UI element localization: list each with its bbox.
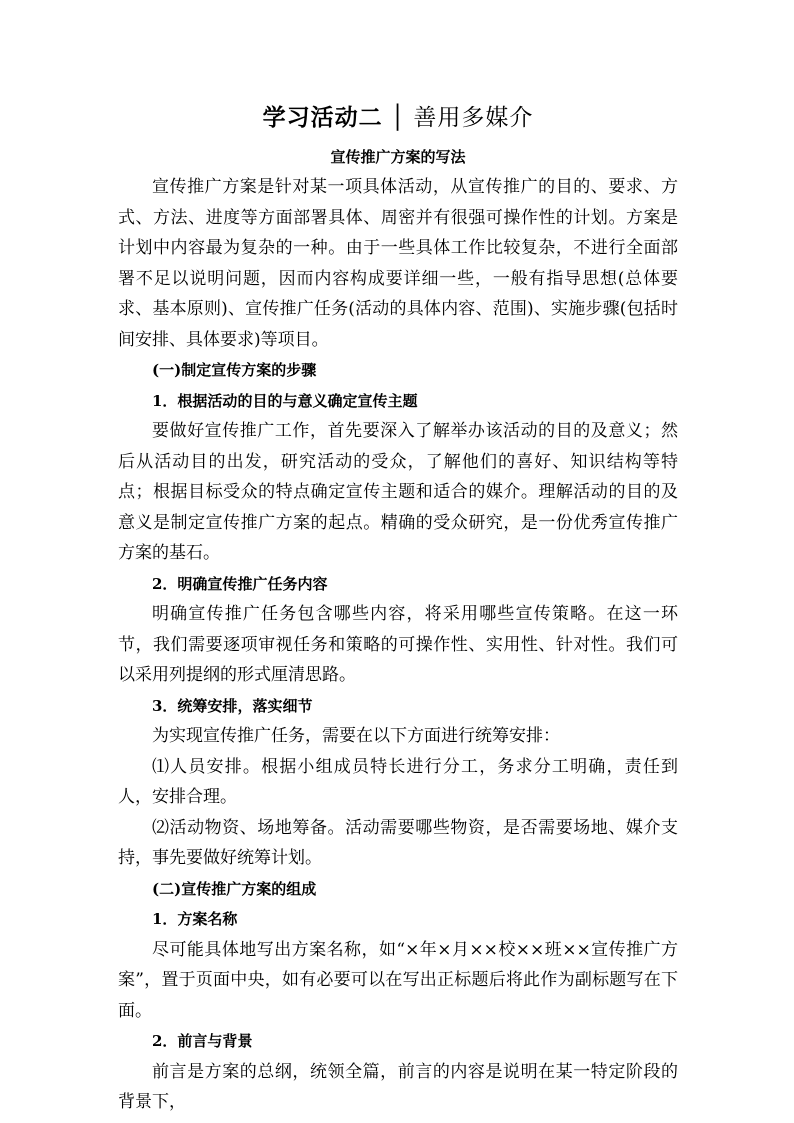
step-heading-1: 1．根据活动的目的与意义确定宣传主题 (152, 391, 418, 410)
list-item-materials: ⑵活动物资、场地筹备。活动需要哪些物资，是否需要场地、媒介支持，事先要做好统筹计划。 (118, 817, 678, 868)
composition-heading-1: 1．方案名称 (152, 910, 238, 928)
section-subtitle: 宣传推广方案的写法 (330, 148, 466, 166)
page-title (118, 96, 678, 140)
intro-paragraph: 宣传推广方案是针对某一项具体活动，从宣传推广的目的、要求、方式、方法、进度等方面部署具体、周密并有很强可操作性的计划。方案是计划中内容最为复杂的一种。由于一些具体工作比较复杂，不进行全面部署不足以说明问题，因而内容构成要详细一些，一般有指导思想(总体要求、基本原则)、宣传推广任务(活动的具体内容、范围)、实施步骤(包括时间安排、具体要求)等项目。 (118, 177, 678, 350)
step-paragraph-1: 要做好宣传推广工作，首先要深入了解举办该活动的目的及意义；然后从活动目的出发，研究活动的受众，了解他们的喜好、知识结构等特点；根据目标受众的特点确定宣传主题和适合的媒介。理解活动的目的及意义是制定宣传推广方案的起点。精确的受众研究，是一份优秀宣传推广方案的基石。 (118, 421, 678, 563)
step-heading-3: 3．统筹安排，落实细节 (152, 696, 313, 715)
step-paragraph-2: 明确宣传推广任务包含哪些内容，将采用哪些宣传策略。在这一环节，我们需要逐项审视任务和策略的可操作性、实用性、针对性。我们可以采用列提纲的形式厘清思路。 (118, 604, 678, 685)
title-separator: │ (390, 105, 406, 131)
step-heading-2: 2．明确宣传推广任务内容 (152, 574, 328, 593)
list-item-personnel: ⑴人员安排。根据小组成员特长进行分工，务求分工明确，责任到人，安排合理。 (118, 756, 678, 807)
composition-paragraph-2: 前言是方案的总纲，统领全篇，前言的内容是说明在某一特定阶段的背景下， (118, 1061, 678, 1112)
title-sub: 善用多媒介 (413, 105, 534, 131)
step-paragraph-3: 为实现宣传推广任务，需要在以下方面进行统筹安排： (152, 726, 560, 746)
composition-paragraph-1: 尽可能具体地写出方案名称，如“×年×月××校××班××宣传推广方案”，置于页面中央，如有必要可以在写出正标题后将此作为副标题写在下面。 (118, 939, 678, 1021)
title-main: 学习活动二 (262, 105, 383, 131)
composition-heading-2: 2．前言与背景 (152, 1032, 253, 1050)
section-heading-steps: (一)制定宣传方案的步骤 (152, 361, 317, 379)
section-heading-composition: (二)宣传推广方案的组成 (152, 879, 317, 898)
document-body (118, 96, 678, 1118)
